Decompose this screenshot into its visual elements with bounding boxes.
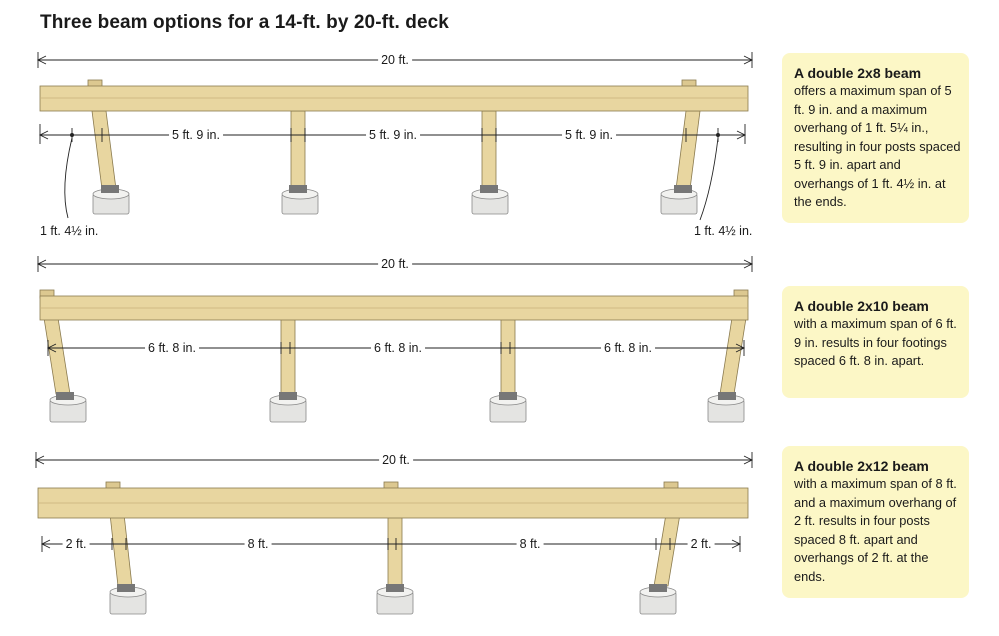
span-label: 5 ft. 9 in.	[169, 128, 223, 142]
overhang-left-label: 2 ft.	[63, 537, 90, 551]
footing	[93, 189, 697, 214]
note-title: A double 2x8 beam	[794, 65, 922, 81]
note-text: with a maximum span of 6 ft. 9 in. results in four footings spaced 6 ft. 8 in. apart.	[794, 316, 957, 368]
post	[44, 318, 746, 394]
total-length-label: 20 ft.	[378, 53, 412, 67]
note-2x10	[782, 286, 969, 398]
footing	[50, 395, 744, 422]
beam-option-2x8	[0, 48, 770, 248]
note-text: offers a maximum span of 5 ft. 9 in. and a maximum overhang of 1 ft. 5¼ in., resulting in four posts spaced 5 ft. 9 in. apart and overhangs of 1 ft. 4½ in. at the ends.	[794, 83, 961, 209]
span-label: 6 ft. 8 in.	[145, 341, 199, 355]
span-label: 6 ft. 8 in.	[371, 341, 425, 355]
beam-diagram-2x12	[0, 452, 770, 628]
note-2x8	[782, 53, 969, 223]
span-label: 6 ft. 8 in.	[601, 341, 655, 355]
beam-option-2x12	[0, 452, 770, 628]
page-title: Three beam options for a 14-ft. by 20-ft. deck	[40, 12, 449, 33]
note-title: A double 2x10 beam	[794, 298, 929, 314]
beam	[40, 290, 748, 320]
beam	[38, 482, 748, 518]
span-label: 5 ft. 9 in.	[562, 128, 616, 142]
overhang-right-label: 1 ft. 4½ in.	[694, 224, 753, 238]
beam-diagram-2x8	[0, 48, 770, 248]
beam-option-2x10	[0, 256, 770, 436]
post	[110, 514, 680, 586]
span-label: 8 ft.	[517, 537, 544, 551]
note-2x12	[782, 446, 969, 598]
note-text: with a maximum span of 8 ft. and a maximum overhang of 2 ft. results in four posts spaced 8 ft. apart and overhangs of 2 ft. at the ends.	[794, 476, 957, 584]
note-title: A double 2x12 beam	[794, 458, 929, 474]
span-label: 8 ft.	[245, 537, 272, 551]
beam	[40, 80, 748, 111]
post	[92, 111, 700, 190]
total-length-label: 20 ft.	[378, 257, 412, 271]
total-length-label: 20 ft.	[379, 453, 413, 467]
overhang-right-label: 2 ft.	[688, 537, 715, 551]
span-label: 5 ft. 9 in.	[366, 128, 420, 142]
overhang-left-label: 1 ft. 4½ in.	[40, 224, 99, 238]
